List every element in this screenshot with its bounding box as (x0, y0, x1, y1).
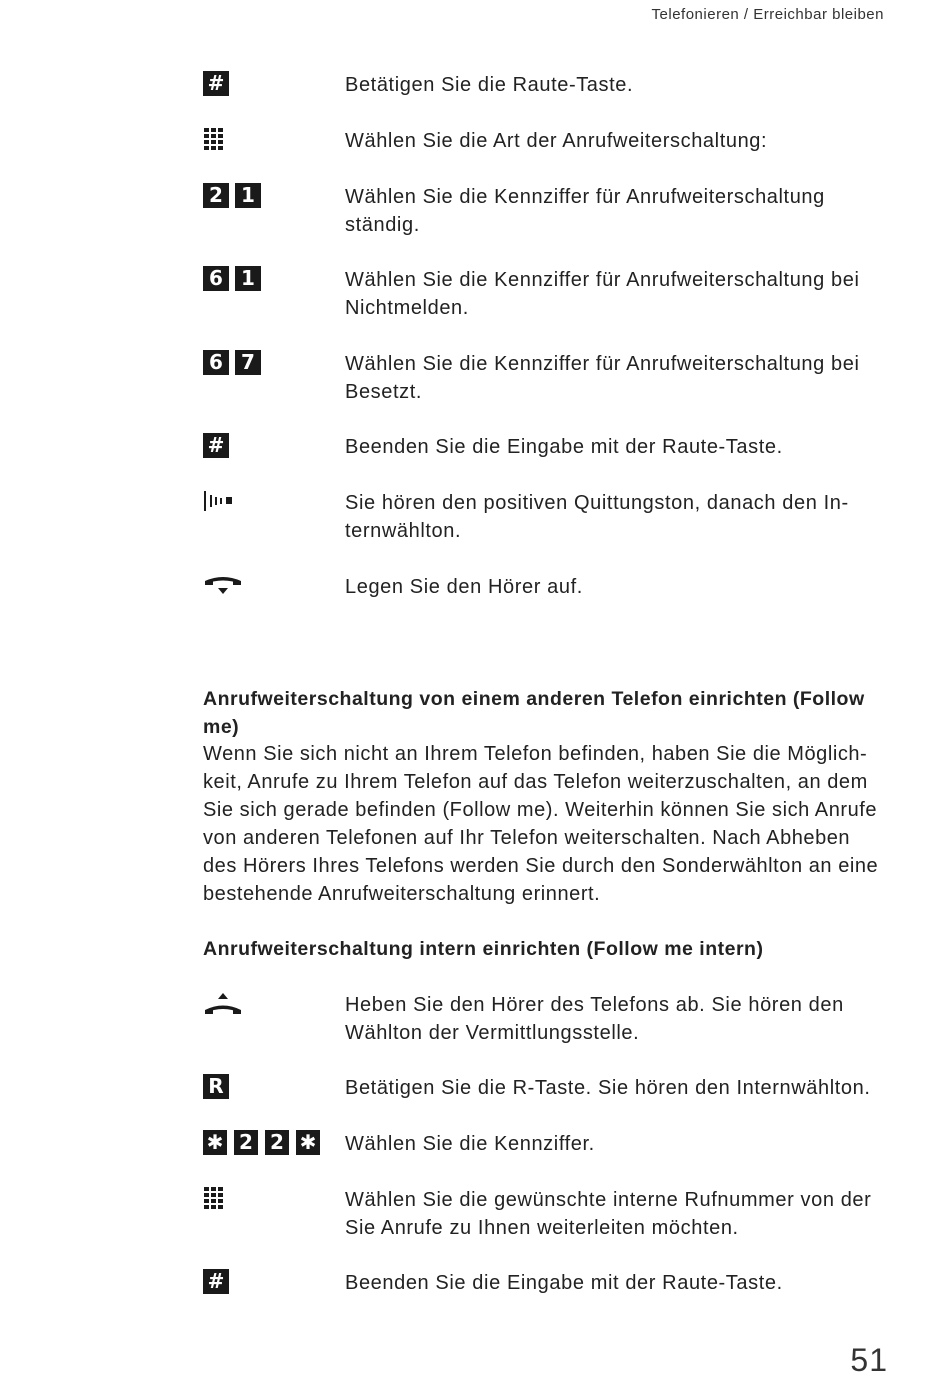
step-enter-number (203, 1186, 893, 1242)
step-select-type (203, 127, 893, 155)
step-text: Wählen Sie die gewünschte interne Rufnummer von der Sie Anrufe zu Ihnen weiterleiten möchten. (345, 1189, 872, 1239)
r-key-icon: R (203, 1074, 229, 1099)
key-2-icon: 2 (234, 1130, 258, 1155)
step-icons (203, 71, 343, 99)
step-text: Betätigen Sie die R-Taste. Sie hören den Internwählton. (345, 1077, 871, 1099)
key-1-icon: 1 (235, 266, 261, 291)
step-icons (203, 489, 343, 517)
star-key-icon: ✱ (203, 1130, 227, 1155)
hash-key-icon: # (203, 71, 229, 96)
step-text: Beenden Sie die Eingabe mit der Raute-Taste. (345, 1272, 783, 1294)
follow-me-paragraph: Wenn Sie sich nicht an Ihrem Telefon befinden, haben Sie die Möglich- keit, Anrufe zu Ihrem Telefon auf das Telefon weiterzuschalten, an dem Sie sich gerade befinden (Follow me). Weiterhin können Sie sich Anrufe von anderen Telefonen auf Ihr Telefon weiterschalten. Nach Abheben des Hörers Ihres Telefons werden Sie durch den Sonderwählton an eine bestehende Anrufweiterschaltung erinnert. (203, 743, 879, 905)
step-text: Wählen Sie die Kennziffer für Anrufweiterschaltung bei Nichtmelden. (345, 269, 860, 319)
keypad-icon (203, 1186, 227, 1212)
step-icons (203, 1130, 343, 1158)
page-number: 51 (850, 1342, 888, 1378)
step-text: Betätigen Sie die Raute-Taste. (345, 74, 634, 96)
step-text: Wählen Sie die Kennziffer für Anrufweiterschaltung bei Besetzt. (345, 353, 860, 403)
step-hash-key (203, 71, 893, 99)
step-r-key (203, 1074, 893, 1102)
hang-up-icon (203, 573, 243, 597)
key-2-icon: 2 (203, 183, 229, 208)
pick-up-icon (203, 991, 243, 1017)
step-text: Wählen Sie die Kennziffer. (345, 1133, 595, 1155)
section-heading-follow-me (203, 685, 893, 741)
confirmation-tone-icon (203, 489, 237, 513)
heading-text: Anrufweiterschaltung von einem anderen Telefon einrichten (Follow me) (203, 688, 865, 738)
step-text: Wählen Sie die Art der Anrufweiterschaltung: (345, 130, 768, 152)
step-text: Wählen Sie die Kennziffer für Anrufweiterschaltung ständig. (345, 186, 825, 236)
hash-key-icon: # (203, 433, 229, 458)
step-icons (203, 1269, 343, 1297)
key-7-icon: 7 (235, 350, 261, 375)
step-icons (203, 350, 343, 378)
step-code-61 (203, 266, 893, 322)
step-icons (203, 183, 343, 211)
step-icons (203, 1186, 343, 1214)
key-1-icon: 1 (235, 183, 261, 208)
step-pick-up (203, 991, 893, 1047)
step-code-67 (203, 350, 893, 406)
step-icons (203, 433, 343, 461)
step-icons (203, 573, 343, 601)
step-confirmation-tone (203, 489, 893, 545)
step-icons (203, 991, 343, 1019)
key-2-icon: 2 (265, 1130, 289, 1155)
step-text: Beenden Sie die Eingabe mit der Raute-Taste. (345, 436, 783, 458)
running-header: Telefonieren / Erreichbar bleiben (651, 6, 884, 23)
step-code-21 (203, 183, 893, 239)
section-heading-follow-me-intern: Anrufweiterschaltung intern einrichten (Follow me intern) (203, 938, 764, 960)
key-6-icon: 6 (203, 266, 229, 291)
star-key-icon: ✱ (296, 1130, 320, 1155)
step-text: Heben Sie den Hörer des Telefons ab. Sie hören den Wählton der Vermittlungsstelle. (345, 994, 844, 1044)
step-icons (203, 127, 343, 155)
step-end-hash-2 (203, 1269, 893, 1297)
key-6-icon: 6 (203, 350, 229, 375)
step-text: Sie hören den positiven Quittungston, danach den In- ternwählton. (345, 492, 849, 542)
step-code-star22star (203, 1130, 893, 1158)
step-end-hash (203, 433, 893, 461)
step-text: Legen Sie den Hörer auf. (345, 576, 583, 598)
hash-key-icon: # (203, 1269, 229, 1294)
step-hang-up (203, 573, 893, 601)
keypad-icon (203, 127, 227, 153)
step-icons (203, 266, 343, 294)
step-icons (203, 1074, 343, 1102)
